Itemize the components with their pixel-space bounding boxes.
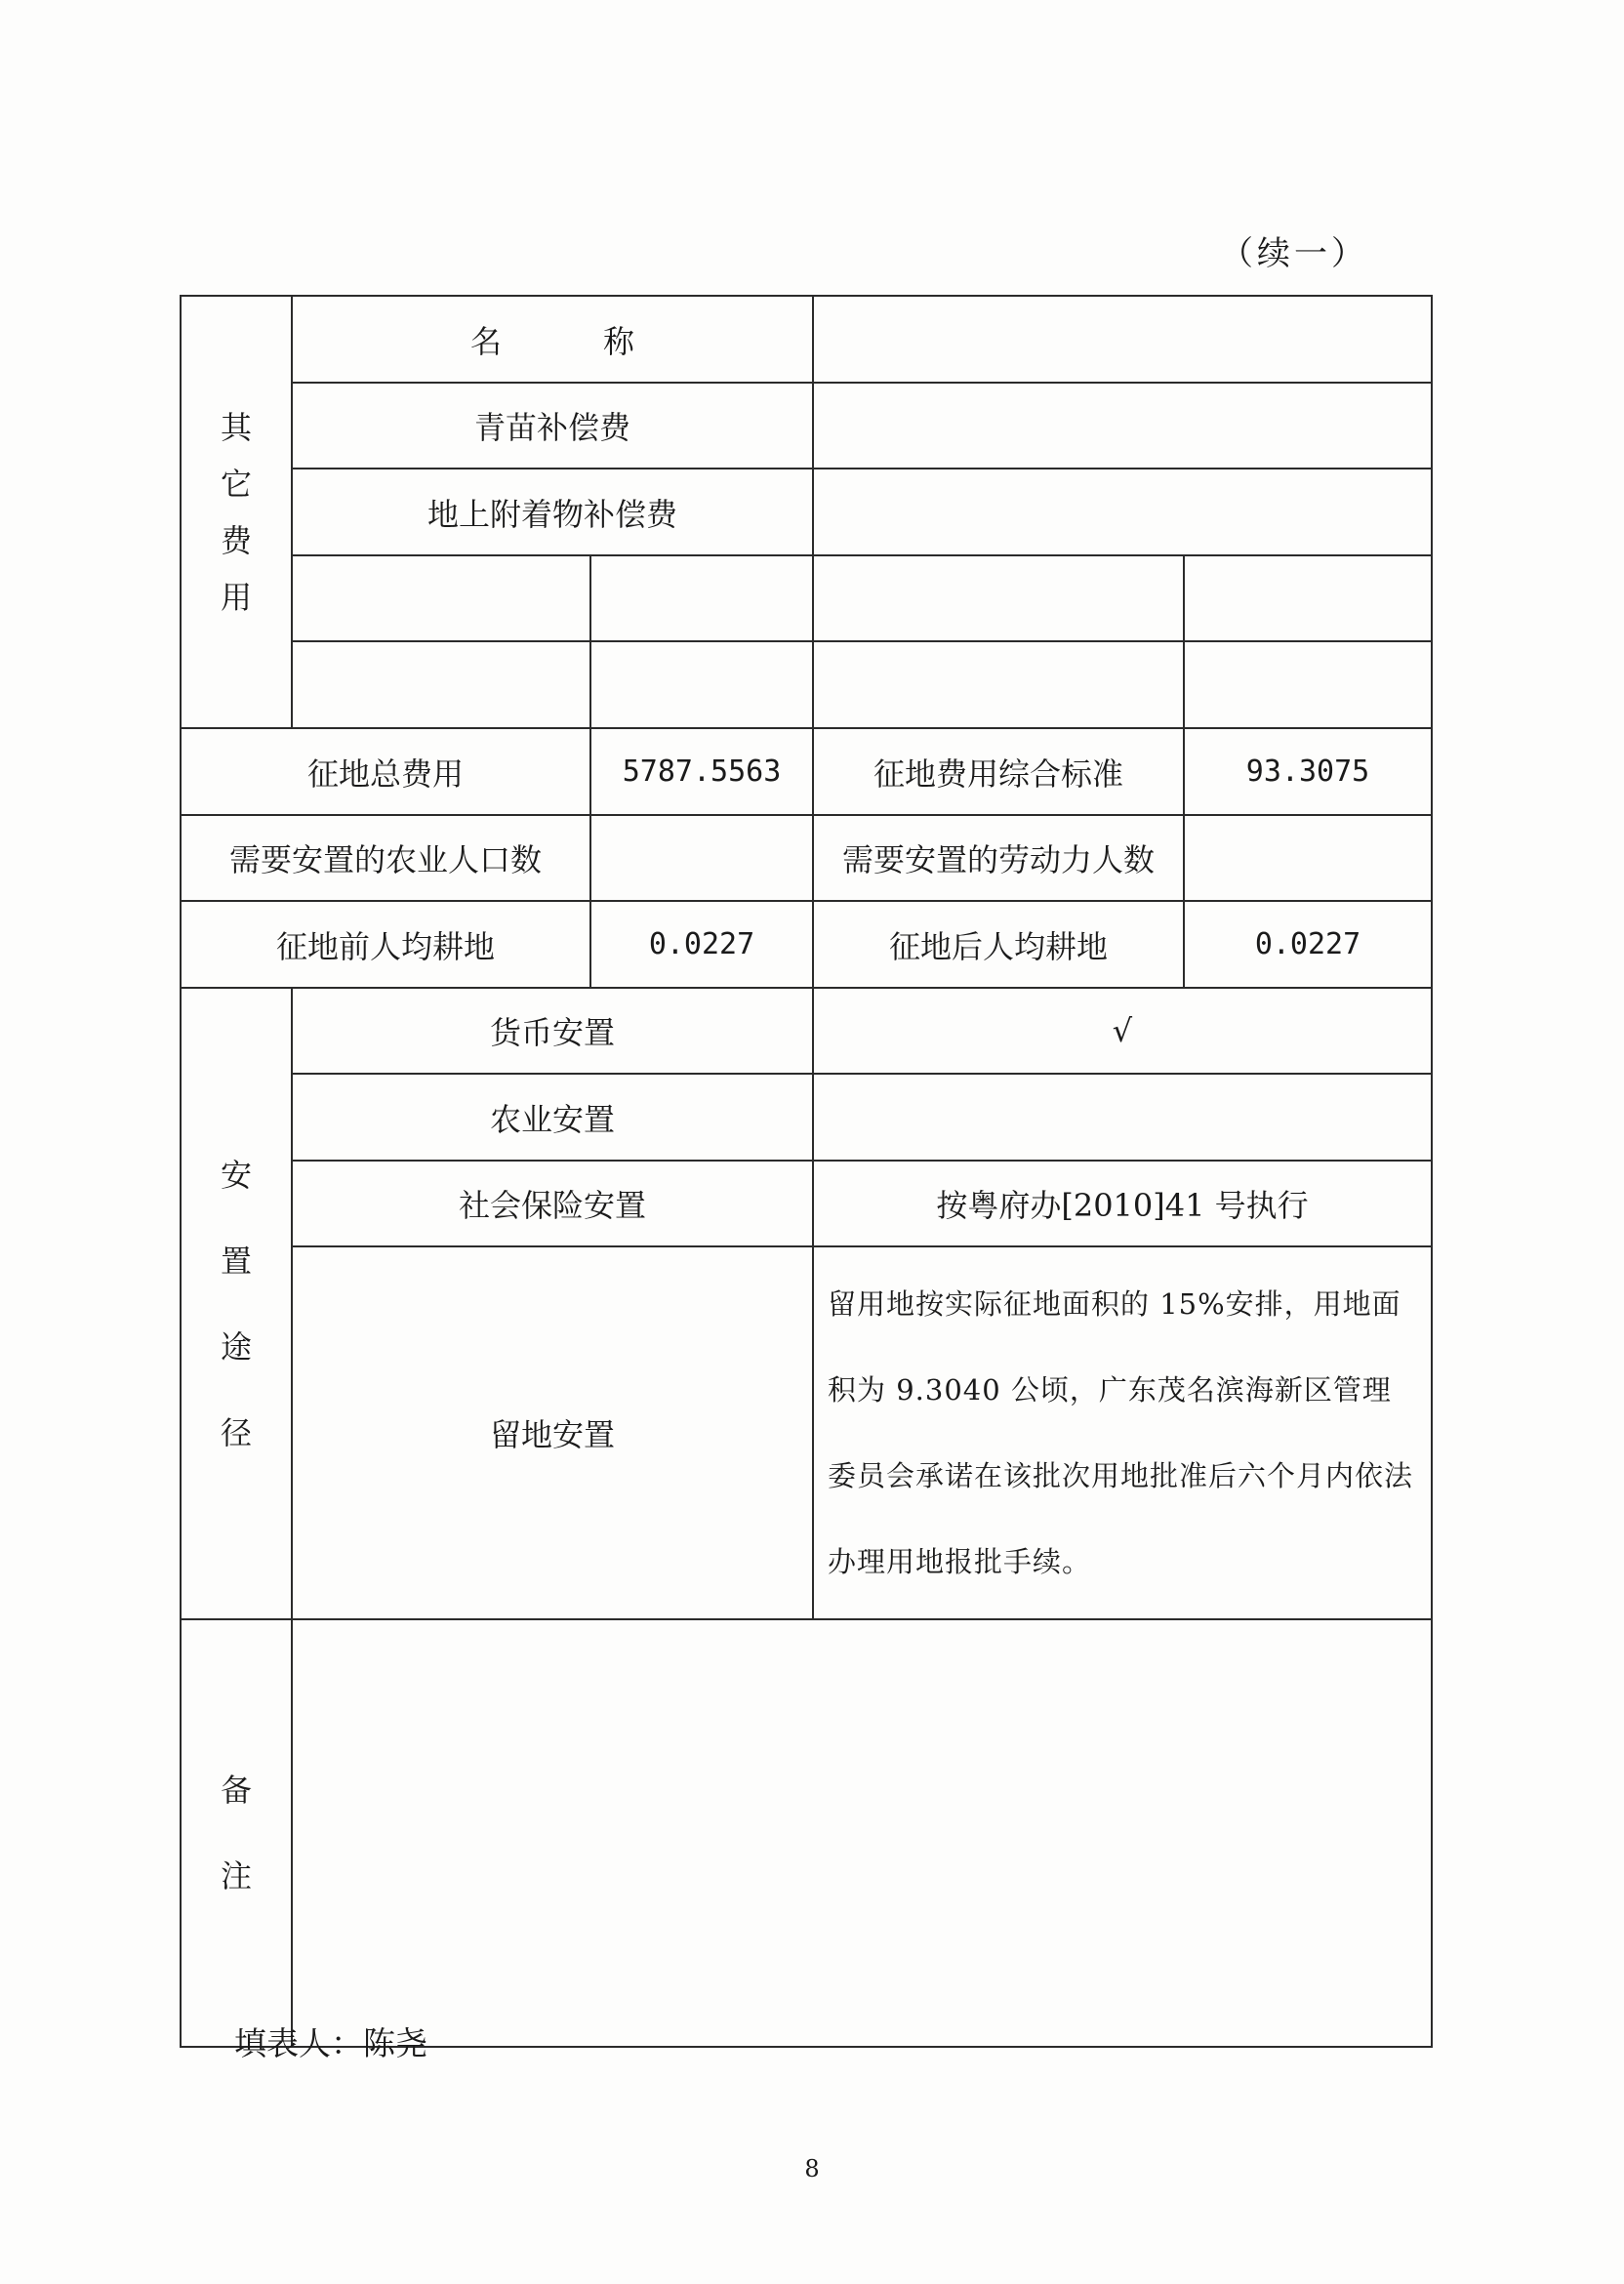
agri-pop-label: 需要安置的农业人口数 [181, 815, 590, 901]
resettlement-label: 安 置 途 径 [181, 988, 292, 1619]
empty-cell [292, 641, 590, 728]
agri-value [813, 1074, 1432, 1161]
remarks-value [292, 1619, 1432, 2047]
empty-cell [1184, 555, 1432, 641]
remarks-label: 备 注 [181, 1619, 292, 2047]
empty-cell [590, 641, 813, 728]
total-cost-value: 5787.5563 [590, 728, 813, 815]
before-value: 0.0227 [590, 901, 813, 988]
after-value: 0.0227 [1184, 901, 1432, 988]
agri-label: 农业安置 [292, 1074, 813, 1161]
empty-cell [590, 555, 813, 641]
empty-cell [813, 641, 1184, 728]
agri-pop-value [590, 815, 813, 901]
empty-cell [1184, 641, 1432, 728]
social-value: 按粤府办[2010]41 号执行 [813, 1161, 1432, 1246]
standard-label: 征地费用综合标准 [813, 728, 1184, 815]
reserved-label: 留地安置 [292, 1246, 813, 1619]
labor-value [1184, 815, 1432, 901]
filler-signature: 填表人：陈尧 [234, 2024, 427, 2062]
before-label: 征地前人均耕地 [181, 901, 590, 988]
empty-cell [292, 555, 590, 641]
other-costs-label: 其 它 费 用 [181, 296, 292, 728]
reserved-value: 留用地按实际征地面积的 15%安排，用地面积为 9.3040 公顷，广东茂名滨海新区管理委员会承诺在该批次用地批准后六个月内依法办理用地报批手续。 [813, 1246, 1432, 1619]
land-acquisition-form [180, 295, 1433, 2048]
social-label: 社会保险安置 [292, 1161, 813, 1246]
attachment-label: 地上附着物补偿费 [292, 469, 813, 555]
attachment-value [813, 469, 1432, 555]
green-crop-value [813, 383, 1432, 469]
page-number: 8 [804, 2155, 820, 2182]
labor-label: 需要安置的劳动力人数 [813, 815, 1184, 901]
monetary-label: 货币安置 [292, 988, 813, 1074]
monetary-value: √ [813, 988, 1432, 1074]
continuation-mark: （续一） [1220, 234, 1368, 273]
after-label: 征地后人均耕地 [813, 901, 1184, 988]
green-crop-label: 青苗补偿费 [292, 383, 813, 469]
total-cost-label: 征地总费用 [181, 728, 590, 815]
empty-cell [813, 555, 1184, 641]
name-header: 名 称 [292, 296, 813, 383]
name-value-cell [813, 296, 1432, 383]
standard-value: 93.3075 [1184, 728, 1432, 815]
